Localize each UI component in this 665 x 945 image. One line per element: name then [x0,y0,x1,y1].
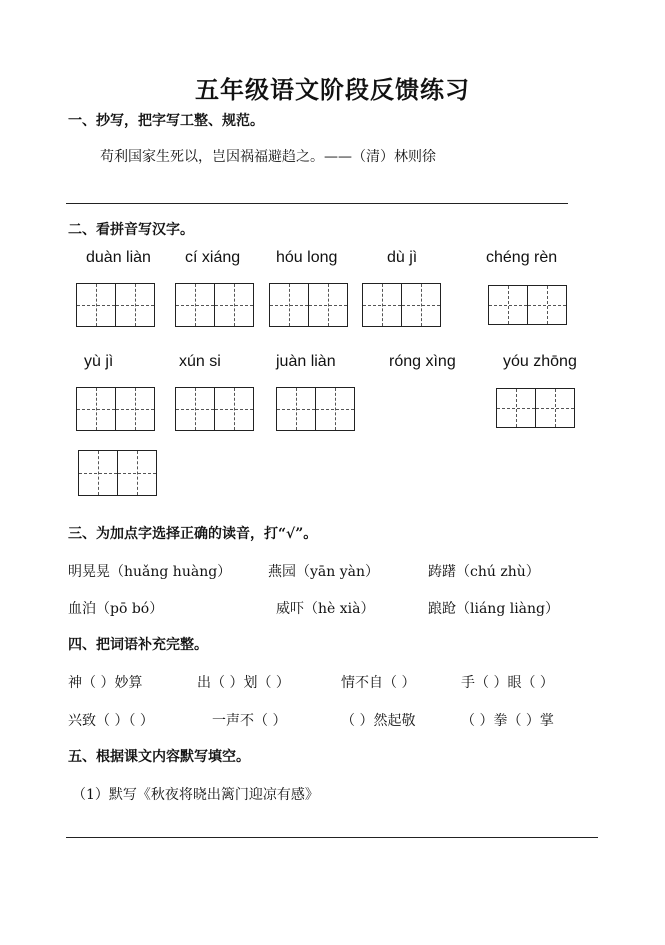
grid-cell[interactable] [402,283,441,327]
grid-cell[interactable] [175,387,215,431]
idiom-blank[interactable]: 手（ ）眼（ ） [461,675,554,691]
writing-grid[interactable] [276,387,355,431]
reading-choice[interactable]: 踌躇（chú zhù） [428,564,540,580]
grid-cell[interactable] [118,450,157,496]
grid-cell[interactable] [78,450,118,496]
idiom-blank[interactable]: 一声不（ ） [212,713,287,729]
reading-choice[interactable]: 血泊（pō bó） [68,601,164,617]
grid-cell[interactable] [488,285,528,325]
idiom-blank[interactable]: （ ）然起敬 [341,713,416,729]
writing-grid[interactable] [76,387,155,431]
section-2-heading: 二、看拼音写汉字。 [68,222,194,238]
quote-text: 苟利国家生死以，岂因祸福避趋之。——（清）林则徐 [100,149,436,165]
grid-cell[interactable] [309,283,348,327]
grid-cell[interactable] [76,387,116,431]
reading-choice[interactable]: 燕园（yān yàn） [268,564,379,580]
grid-cell[interactable] [76,283,116,327]
pinyin-label: hóu long [276,249,338,266]
idiom-blank[interactable]: （ ）拳（ ）掌 [461,713,554,729]
grid-cell[interactable] [536,388,575,428]
grid-cell[interactable] [175,283,215,327]
answer-line[interactable] [66,837,598,838]
section-1-heading: 一、抄写，把字写工整、规范。 [68,113,264,129]
grid-cell[interactable] [496,388,536,428]
section-3-heading: 三、为加点字选择正确的读音，打“√”。 [68,526,318,542]
pinyin-label: juàn liàn [276,353,336,370]
writing-grid[interactable] [175,283,254,327]
recite-prompt: （1）默写《秋夜将晓出篱门迎凉有感》 [72,787,319,803]
pinyin-label: yóu zhōng [503,353,577,370]
grid-cell[interactable] [116,283,155,327]
section-4-heading: 四、把词语补充完整。 [68,637,208,653]
writing-grid[interactable] [362,283,441,327]
idiom-blank[interactable]: 出（ ）划（ ） [197,675,290,691]
pinyin-label: chéng rèn [486,249,558,266]
grid-cell[interactable] [215,283,254,327]
grid-cell[interactable] [528,285,567,325]
pinyin-label: duàn liàn [86,249,151,266]
writing-grid[interactable] [269,283,348,327]
grid-cell[interactable] [316,387,355,431]
writing-grid[interactable] [488,285,567,325]
grid-cell[interactable] [276,387,316,431]
pinyin-label: róng xìng [389,353,456,370]
pinyin-label: yù jì [84,353,114,370]
reading-choice[interactable]: 威吓（hè xià） [276,601,375,617]
grid-cell[interactable] [269,283,309,327]
copy-line [66,203,568,204]
writing-grid[interactable] [76,283,155,327]
idiom-blank[interactable]: 情不自（ ） [341,675,416,691]
reading-choice[interactable]: 明晃晃（huǎng huàng） [68,564,232,580]
page-title: 五年级语文阶段反馈练习 [195,75,470,104]
grid-cell[interactable] [215,387,254,431]
pinyin-label: cí xiáng [185,249,241,266]
writing-grid[interactable] [496,388,575,428]
pinyin-label: xún si [179,353,221,370]
section-5-heading: 五、根据课文内容默写填空。 [68,749,250,765]
grid-cell[interactable] [116,387,155,431]
idiom-blank[interactable]: 兴致（ ）（ ） [68,713,154,729]
writing-grid[interactable] [78,450,157,496]
grid-cell[interactable] [362,283,402,327]
pinyin-label: dù jì [387,249,418,266]
writing-grid[interactable] [175,387,254,431]
idiom-blank[interactable]: 神（ ）妙算 [68,675,143,691]
reading-choice[interactable]: 踉跄（liáng liàng） [428,601,560,617]
